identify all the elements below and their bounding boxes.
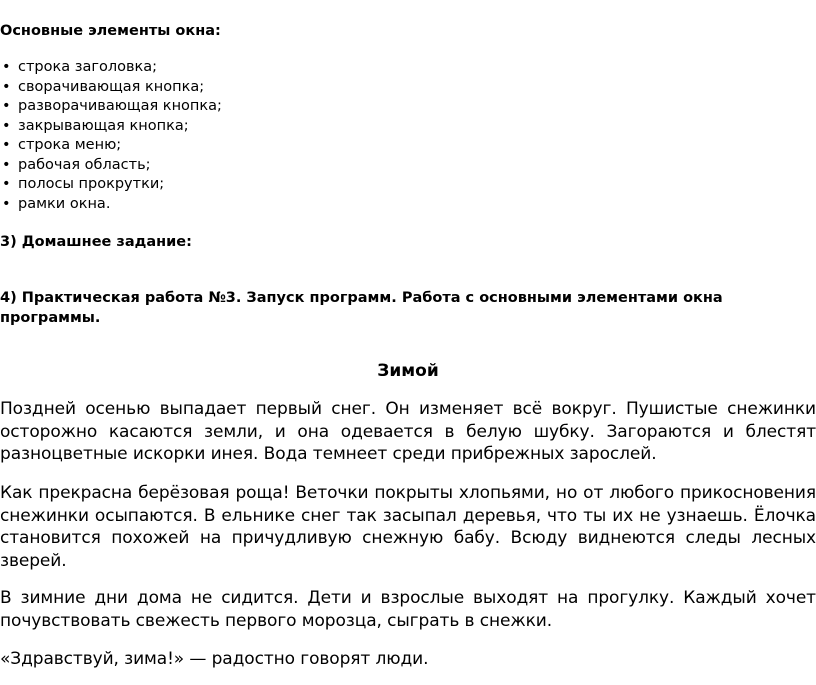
story-paragraph: Поздней осенью выпадает первый снег. Он изменяет всё вокруг. Пушистые снежинки осторожно касаются земли, и она одевается в белую шубку. Загораются и блестят разноцветные искорки инея. Вода темнеет среди прибрежных зарослей. bbox=[0, 399, 816, 464]
bullet-icon: • bbox=[2, 137, 11, 153]
bullet-icon: • bbox=[2, 117, 11, 134]
bullet-icon: • bbox=[2, 195, 11, 212]
bullet-icon: • bbox=[2, 156, 11, 173]
story-paragraph: «Здравствуй, зима!» — радостно говорят люди. bbox=[0, 649, 429, 669]
list-item: • строка меню; bbox=[0, 136, 816, 156]
bullet-icon: • bbox=[2, 176, 11, 192]
list-item: • рабочая область; bbox=[0, 156, 816, 176]
bullet-icon: • bbox=[2, 59, 11, 75]
heading-practical-work: 4) Практическая работа №3. Запуск программ. Работа с основными элементами окна программы. bbox=[0, 290, 723, 326]
story-paragraph: Как прекрасна берёзовая роща! Веточки покрыты хлопьями, но от любого прикосновения снежинки осыпаются. В ельнике снег так засыпал деревья, что ты их не узнаешь. Ёлочка становится похожей на причудливую снежную бабу. Всюду виднеются следы лесных зверей. bbox=[0, 483, 816, 571]
heading-homework: 3) Домашнее задание: bbox=[0, 234, 192, 250]
list-item: • разворачивающая кнопка; bbox=[0, 97, 816, 117]
bullet-icon: • bbox=[2, 98, 11, 114]
list-item: • строка заголовка; bbox=[0, 58, 816, 78]
story-title: Зимой bbox=[377, 361, 439, 381]
list-item: • полосы прокрутки; bbox=[0, 175, 816, 195]
heading-window-elements: Основные элементы окна: bbox=[0, 23, 221, 39]
story-paragraph: В зимние дни дома не сидится. Дети и взрослые выходят на прогулку. Каждый хочет почувствовать свежесть первого морозца, сыграть в снежки. bbox=[0, 588, 816, 631]
bullet-icon: • bbox=[2, 78, 11, 95]
list-item: • сворачивающая кнопка; bbox=[0, 78, 816, 98]
window-elements-list bbox=[0, 58, 816, 214]
list-item: • рамки окна. bbox=[0, 195, 816, 215]
list-item: • закрывающая кнопка; bbox=[0, 117, 816, 137]
